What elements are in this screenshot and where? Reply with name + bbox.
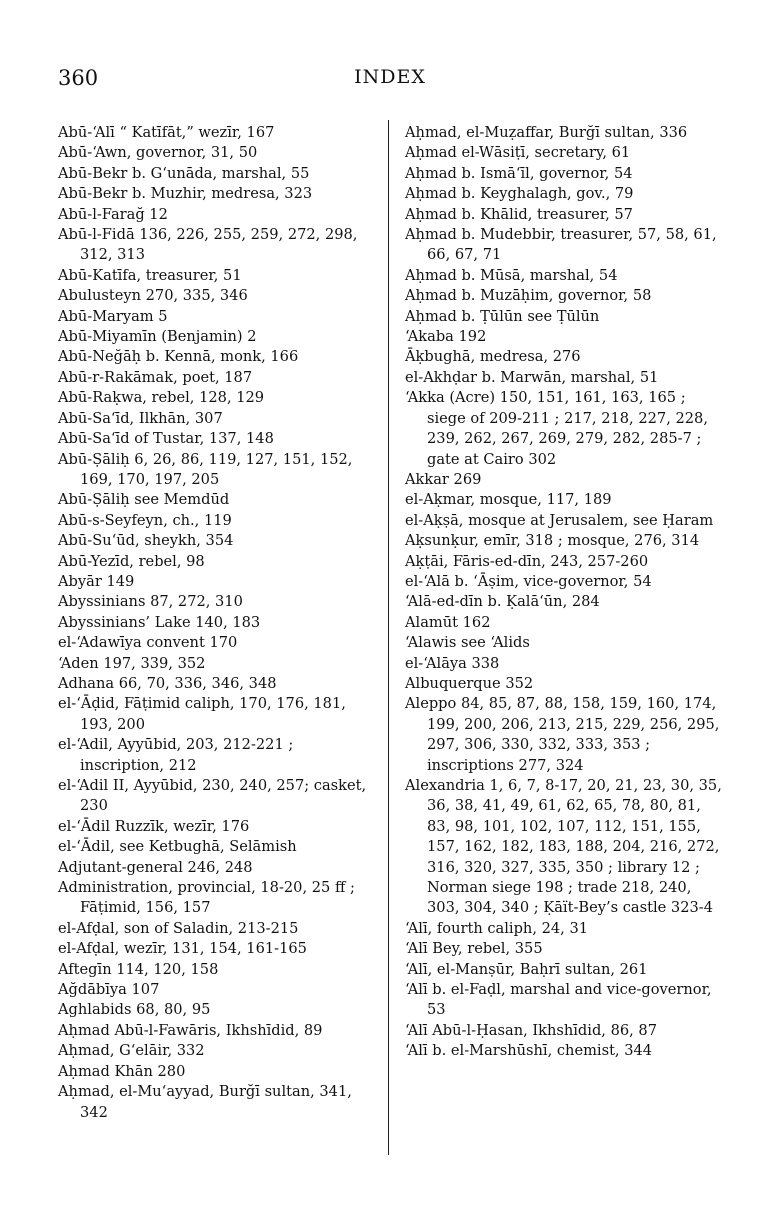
index-entry: Abū-Yezīd, rebel, 98 <box>58 552 205 570</box>
index-entry: el-Akhḍar b. Marwān, marshal, 51 <box>405 368 659 386</box>
index-entry: el-‘Alāya 338 <box>405 654 500 672</box>
index-entry: ‘Alawis see ‘Alids <box>405 634 530 652</box>
index-entry: Aḥmad b. Keyghalagh, gov., 79 <box>405 185 634 203</box>
index-entry: Abū-Su‘ūd, sheykh, 354 <box>58 532 234 550</box>
index-entry: Abū-Miyamīn (Benjamin) 2 <box>58 328 257 346</box>
index-entry: el-Afḍal, wezīr, 131, 154, 161-165 <box>58 940 307 958</box>
index-entry: Alexandria 1, 6, 7, 8-17, 20, 21, 23, 30, 35, 36, 38, 41, 49, 61, 62, 65, 78, 80, 81, 83, 98, 101, 102, 107, 112, 151, 155, 157, 162, 182, 183, 188, 204, 216, 272, 316, 320, 327, 335, 350 ; library 12 ; Norman siege 198 ; trade 218, 240, 303, 304, 340 ; Ḳāït-Bey’s castle 323-4 <box>405 777 722 917</box>
index-entry: Aḥmad b. Mūsā, marshal, 54 <box>405 266 618 284</box>
index-entry: Aḥmad b. Mudebbir, treasurer, 57, 58, 61, 66, 67, 71 <box>405 226 717 264</box>
index-entry: el-Aḳṣā, mosque at Jerusalem, see Ḥaram <box>405 511 714 529</box>
index-entry: ‘Alī, fourth caliph, 24, 31 <box>405 919 589 937</box>
index-entry: ‘Alī b. el-Faḍl, marshal and vice-governor, 53 <box>405 981 712 1019</box>
index-entry: el-Aḳmar, mosque, 117, 189 <box>405 491 612 509</box>
index-entry: ‘Alī b. el-Marshūshī, chemist, 344 <box>405 1042 653 1060</box>
index-entry: ‘Alī Bey, rebel, 355 <box>405 940 543 958</box>
index-entry: Aḥmad b. Ṭūlūn see Ṭūlūn <box>405 307 600 325</box>
index-entry: Aḳṭāi, Fāris-ed-dīn, 243, 257-260 <box>405 552 649 570</box>
index-entry: ‘Aden 197, 339, 352 <box>58 654 206 672</box>
index-entry: Aḥmad, el-Muẓaffar, Burğī sultan, 336 <box>405 124 688 141</box>
index-entry: Aḥmad b. Muzāḥim, governor, 58 <box>405 287 652 305</box>
index-entry: Abū-l-Farağ 12 <box>58 205 168 223</box>
index-entry: el-‘Ādil, see Ketbughā, Selāmish <box>58 838 297 856</box>
index-entry: el-Afḍal, son of Saladin, 213-215 <box>58 919 299 937</box>
index-entry: Aḥmad, el-Mu‘ayyad, Burğī sultan, 341, 342 <box>58 1083 352 1121</box>
index-entry: Abū-Katīfa, treasurer, 51 <box>58 266 242 284</box>
index-entry: Abyssinians’ Lake 140, 183 <box>58 613 261 631</box>
index-entry: Aḳsunḳur, emīr, 318 ; mosque, 276, 314 <box>405 532 700 550</box>
index-entry: Abū-r-Rakāmak, poet, 187 <box>58 368 253 386</box>
index-entry: Ağdābīya 107 <box>58 981 160 999</box>
index-entry: Āḳbughā, medresa, 276 <box>405 348 581 366</box>
page-header <box>0 66 780 96</box>
index-entry: Administration, provincial, 18-20, 25 ff ; Fāṭimid, 156, 157 <box>58 879 355 917</box>
index-entry: Abū-Sa‘īd, Ilkhān, 307 <box>58 409 223 427</box>
index-entry: el-‘Āḍid, Fāṭimid caliph, 170, 176, 181, 193, 200 <box>58 695 346 733</box>
index-entry: Aghlabids 68, 80, 95 <box>58 1001 211 1019</box>
index-entry: Abū-Sa‘īd of Tustar, 137, 148 <box>58 430 274 448</box>
index-entry: Aḥmad, G‘elāir, 332 <box>58 1042 205 1060</box>
index-entry: Abū-Raḳwa, rebel, 128, 129 <box>58 389 265 407</box>
index-column-right <box>405 123 727 1062</box>
index-entry: Adhana 66, 70, 336, 346, 348 <box>58 674 277 692</box>
index-entry: Aḥmad b. Khālid, treasurer, 57 <box>405 205 633 223</box>
index-entry: el-‘Adil II, Ayyūbid, 230, 240, 257; casket, 230 <box>58 777 367 815</box>
page-number: 360 <box>58 66 99 90</box>
index-entry: Abū-‘Awn, governor, 31, 50 <box>58 144 258 162</box>
index-entry: Aḥmad el-Wāsiṭī, secretary, 61 <box>405 144 631 162</box>
index-entry: Abū-Neğāḥ b. Kennā, monk, 166 <box>58 348 299 366</box>
index-entry: Abū-Maryam 5 <box>58 307 168 325</box>
index-entry: el-‘Alā b. ‘Āṣim, vice-governor, 54 <box>405 572 652 590</box>
index-entry: Akkar 269 <box>405 470 482 488</box>
index-entry: Abyār 149 <box>58 572 135 590</box>
index-entry: Alamūt 162 <box>405 613 491 631</box>
index-entry: ‘Alī, el-Manṣūr, Baḥrī sultan, 261 <box>405 960 648 978</box>
index-entry: Aḥmad Khān 280 <box>58 1062 186 1080</box>
index-entry: el-‘Ādil Ruzzīk, wezīr, 176 <box>58 817 250 835</box>
index-entry: Abū-Bekr b. G‘unāda, marshal, 55 <box>58 164 310 182</box>
index-entry: Abulusteyn 270, 335, 346 <box>58 287 248 305</box>
index-entry: Abū-Ṣāliḥ 6, 26, 86, 119, 127, 151, 152, 169, 170, 197, 205 <box>58 450 353 488</box>
index-entry: Adjutant-general 246, 248 <box>58 858 253 876</box>
index-entry: Aftegīn 114, 120, 158 <box>58 960 219 978</box>
index-entry: Abū-s-Seyfeyn, ch., 119 <box>58 511 232 529</box>
index-entry: ‘Akka (Acre) 150, 151, 161, 163, 165 ; siege of 209-211 ; 217, 218, 227, 228, 239, 262, 267, 269, 279, 282, 285-7 ; gate at Cairo 302 <box>405 389 708 468</box>
index-entry: el-‘Adil, Ayyūbid, 203, 212-221 ; inscription, 212 <box>58 736 294 774</box>
index-entry: Abū-Ṣāliḥ see Memdūd <box>58 491 230 509</box>
index-entry: Abū-‘Alī “ Katīfāt,” wezīr, 167 <box>58 124 275 141</box>
index-entry: Aḥmad b. Ismā‘īl, governor, 54 <box>405 164 633 182</box>
index-entry: Aleppo 84, 85, 87, 88, 158, 159, 160, 174, 199, 200, 206, 213, 215, 229, 256, 295, 297, 306, 330, 332, 333, 353 ; inscriptions 277, 324 <box>405 695 720 774</box>
index-entry: ‘Alī Abū-l-Ḥasan, Ikhshīdid, 86, 87 <box>405 1021 657 1039</box>
page-title: INDEX <box>354 66 426 88</box>
column-divider <box>388 120 389 1155</box>
index-entry: Aḥmad Abū-l-Fawāris, Ikhshīdid, 89 <box>58 1021 323 1039</box>
index-entry: ‘Akaba 192 <box>405 328 487 346</box>
index-entry: el-‘Adawīya convent 170 <box>58 634 238 652</box>
index-entry: ‘Alā-ed-dīn b. Ḳalā‘ūn, 284 <box>405 593 600 611</box>
index-entry: Albuquerque 352 <box>405 674 534 692</box>
index-entry: Abū-Bekr b. Muzhir, medresa, 323 <box>58 185 313 203</box>
index-column-left <box>58 123 376 1123</box>
index-entry: Abū-l-Fidā 136, 226, 255, 259, 272, 298, 312, 313 <box>58 226 358 264</box>
index-entry: Abyssinians 87, 272, 310 <box>58 593 243 611</box>
